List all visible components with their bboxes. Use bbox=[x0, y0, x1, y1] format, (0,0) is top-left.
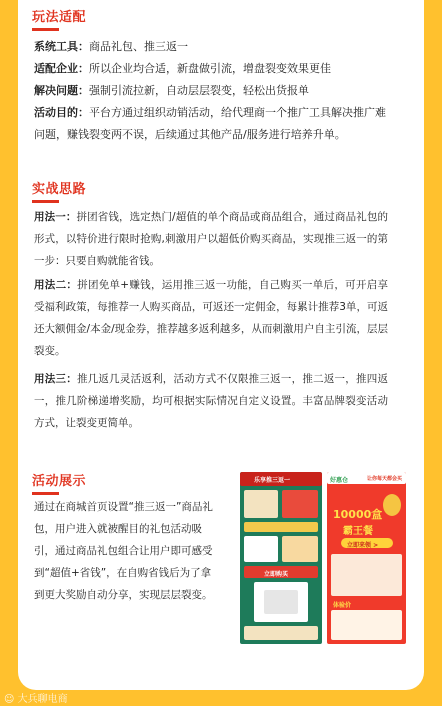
method-1: 用法一：拼团省钱，选定热门/超值的单个商品或商品组合，通过商品礼包的形式，以特价进行限时抢购,刺激用户以超低价购买商品，实现推三返一的第一步：只要自购就能省钱。 bbox=[34, 211, 388, 267]
row-system-tool: 系统工具：商品礼包、推三返一 bbox=[34, 40, 188, 53]
section-title-fit: 玩法适配 bbox=[32, 6, 86, 31]
title-underline bbox=[32, 200, 59, 203]
showcase-description: 通过在商城首页设置“推三返一”商品礼包，用户进入就被醒目的礼包活动吸引，通过商品礼包组合让用户即可感受到“超值+省钱”，在自购省钱后为了拿到更大奖励自动分享，实现层层裂变。 bbox=[34, 501, 213, 601]
watermark: ☺ 大兵聊电商 bbox=[4, 694, 68, 705]
row-activity-goal: 活动目的：平台方通过组织动销活动，给代理商一个推广工具解决推广难问题，赚钱裂变两不误，后续通过其他产品/服务进行培养升单。 bbox=[34, 106, 386, 141]
section-title-strategy: 实战思路 bbox=[32, 178, 86, 203]
showcase-image-left: 乐享推三返一 立即购买 bbox=[240, 472, 322, 644]
row-fit-company: 适配企业：所以企业均合适，新盘做引流，增盘裂变效果更佳 bbox=[34, 62, 331, 75]
method-3: 用法三：推几返几灵活返利，活动方式不仅限推三返一，推二返一，推四返一，推几阶梯递增奖励，均可根据实际情况自定义设置。丰富品牌裂变活动方式，让裂变更简单。 bbox=[34, 373, 388, 429]
method-2: 用法二：拼团免单+赚钱，运用推三返一功能，自己购买一单后，可开启享受福利政策，每推荐一人购买商品，可返还一定佣金，每累计推荐3单，可返还大额佣金/本金/现金券，推荐越多返利越多，从而刺激用户自主引流，层层裂变。 bbox=[34, 279, 389, 357]
title-underline bbox=[32, 492, 59, 495]
row-solve-problem: 解决问题：强制引流拉新，自动层层裂变，轻松出货报单 bbox=[34, 84, 309, 97]
section-title-showcase: 活动展示 bbox=[32, 470, 86, 495]
showcase-image-right: 好惠仓 让你每天都会买 10000盒 霸王餐 立即来领 > 体验价 bbox=[327, 472, 406, 644]
title-underline bbox=[32, 28, 59, 31]
